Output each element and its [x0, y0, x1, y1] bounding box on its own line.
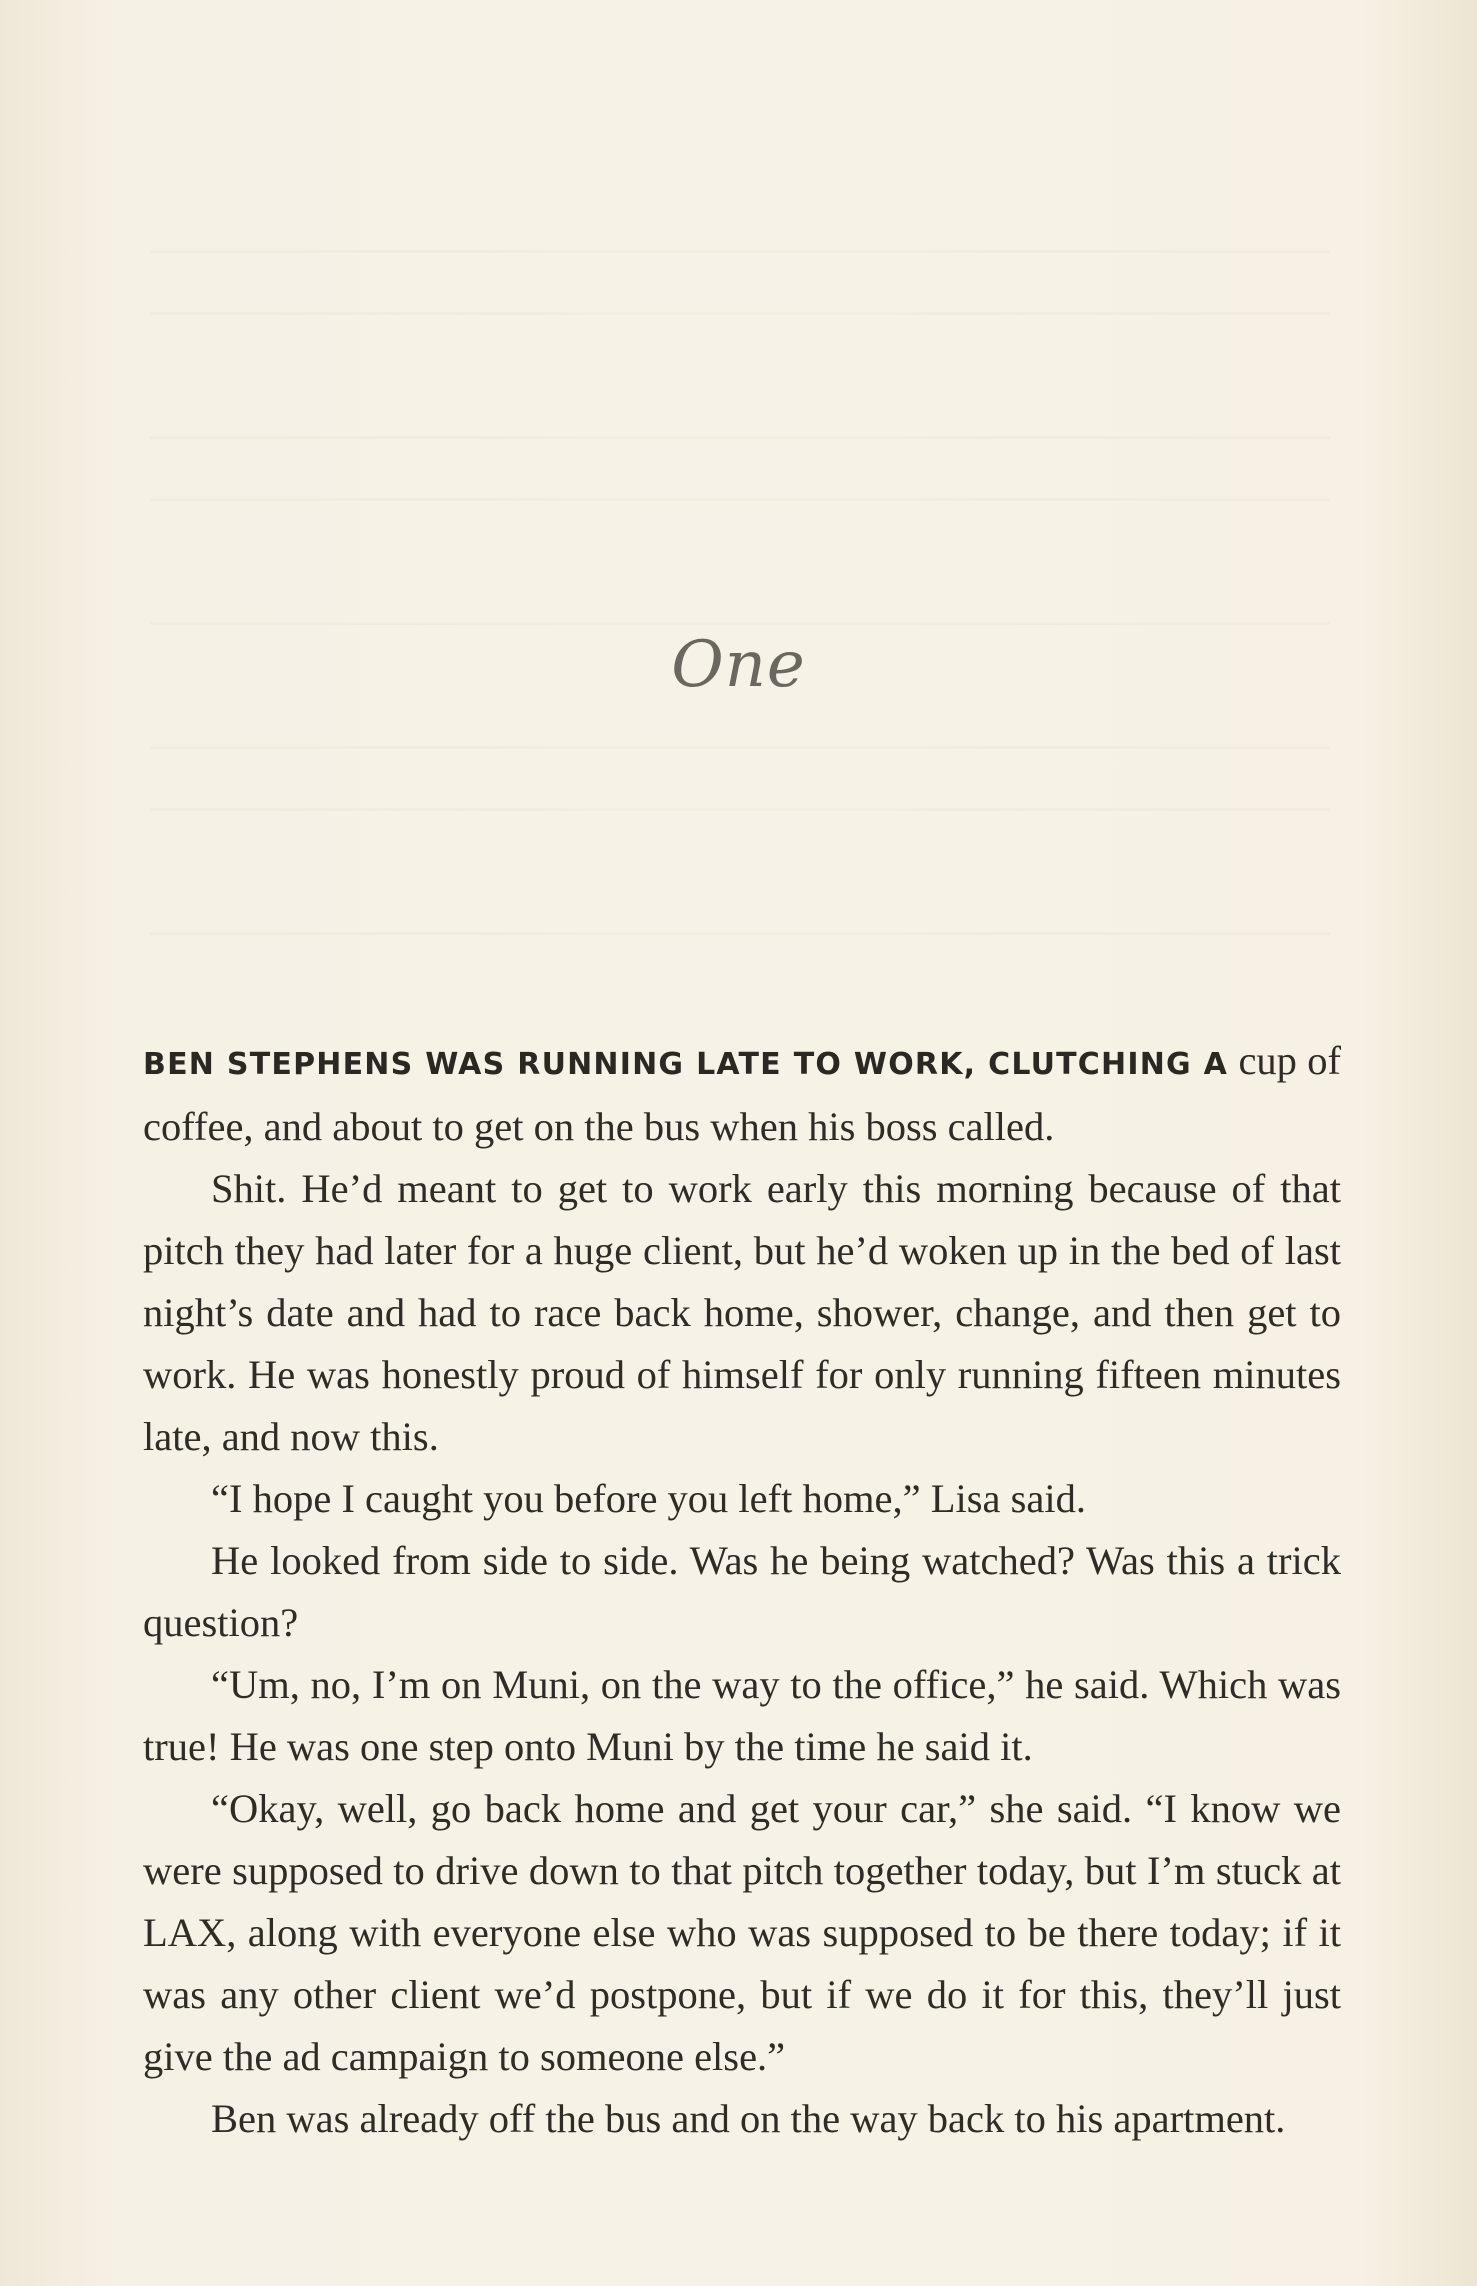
paragraph: He looked from side to side. Was he being watched? Was this a trick question?: [143, 1538, 1341, 1645]
bleed-through-texture: [150, 932, 1330, 935]
paragraph: Shit. He’d meant to get to work early this morning because of that pitch they had later for a huge client, but he’d woken up in the bed of last night’s date and had to race back home, shower, change, and then get to work. He was honestly proud of himself for only running fifteen minutes late, and now this.: [143, 1166, 1341, 1459]
bleed-through-texture: [150, 436, 1330, 439]
bleed-through-texture: [150, 498, 1330, 501]
opening-text: cup of coffee, and about to get on the bus when his boss called.: [143, 1038, 1342, 1149]
paragraph: “Um, no, I’m on Muni, on the way to the office,” he said. Which was true! He was one step onto Muni by the time he said it.: [143, 1662, 1341, 1769]
bleed-through-texture: [150, 808, 1330, 811]
paragraph: “I hope I caught you before you left home,” Lisa said.: [211, 1476, 1086, 1521]
bleed-through-texture: [150, 250, 1330, 253]
paragraph: “Okay, well, go back home and get your car,” she said. “I know we were supposed to drive down to that pitch together today, but I’m stuck at LAX, along with everyone else who was supposed to be there today; if it was any other client we’d postpone, but if we do it for this, they’ll just give the ad campaign to someone else.”: [143, 1786, 1341, 2079]
bleed-through-texture: [150, 746, 1330, 749]
lead-in-small-caps: BEN STEPHENS WAS RUNNING LATE TO WORK, CLUTCHING A: [143, 1047, 1229, 1082]
opening-paragraph: [143, 1030, 1341, 1158]
body-text: [143, 1030, 1341, 2150]
bleed-through-texture: [150, 312, 1330, 315]
paragraph: Ben was already off the bus and on the way back to his apartment.: [211, 2096, 1286, 2141]
bleed-through-texture: [150, 622, 1330, 625]
chapter-title: One: [671, 628, 806, 702]
